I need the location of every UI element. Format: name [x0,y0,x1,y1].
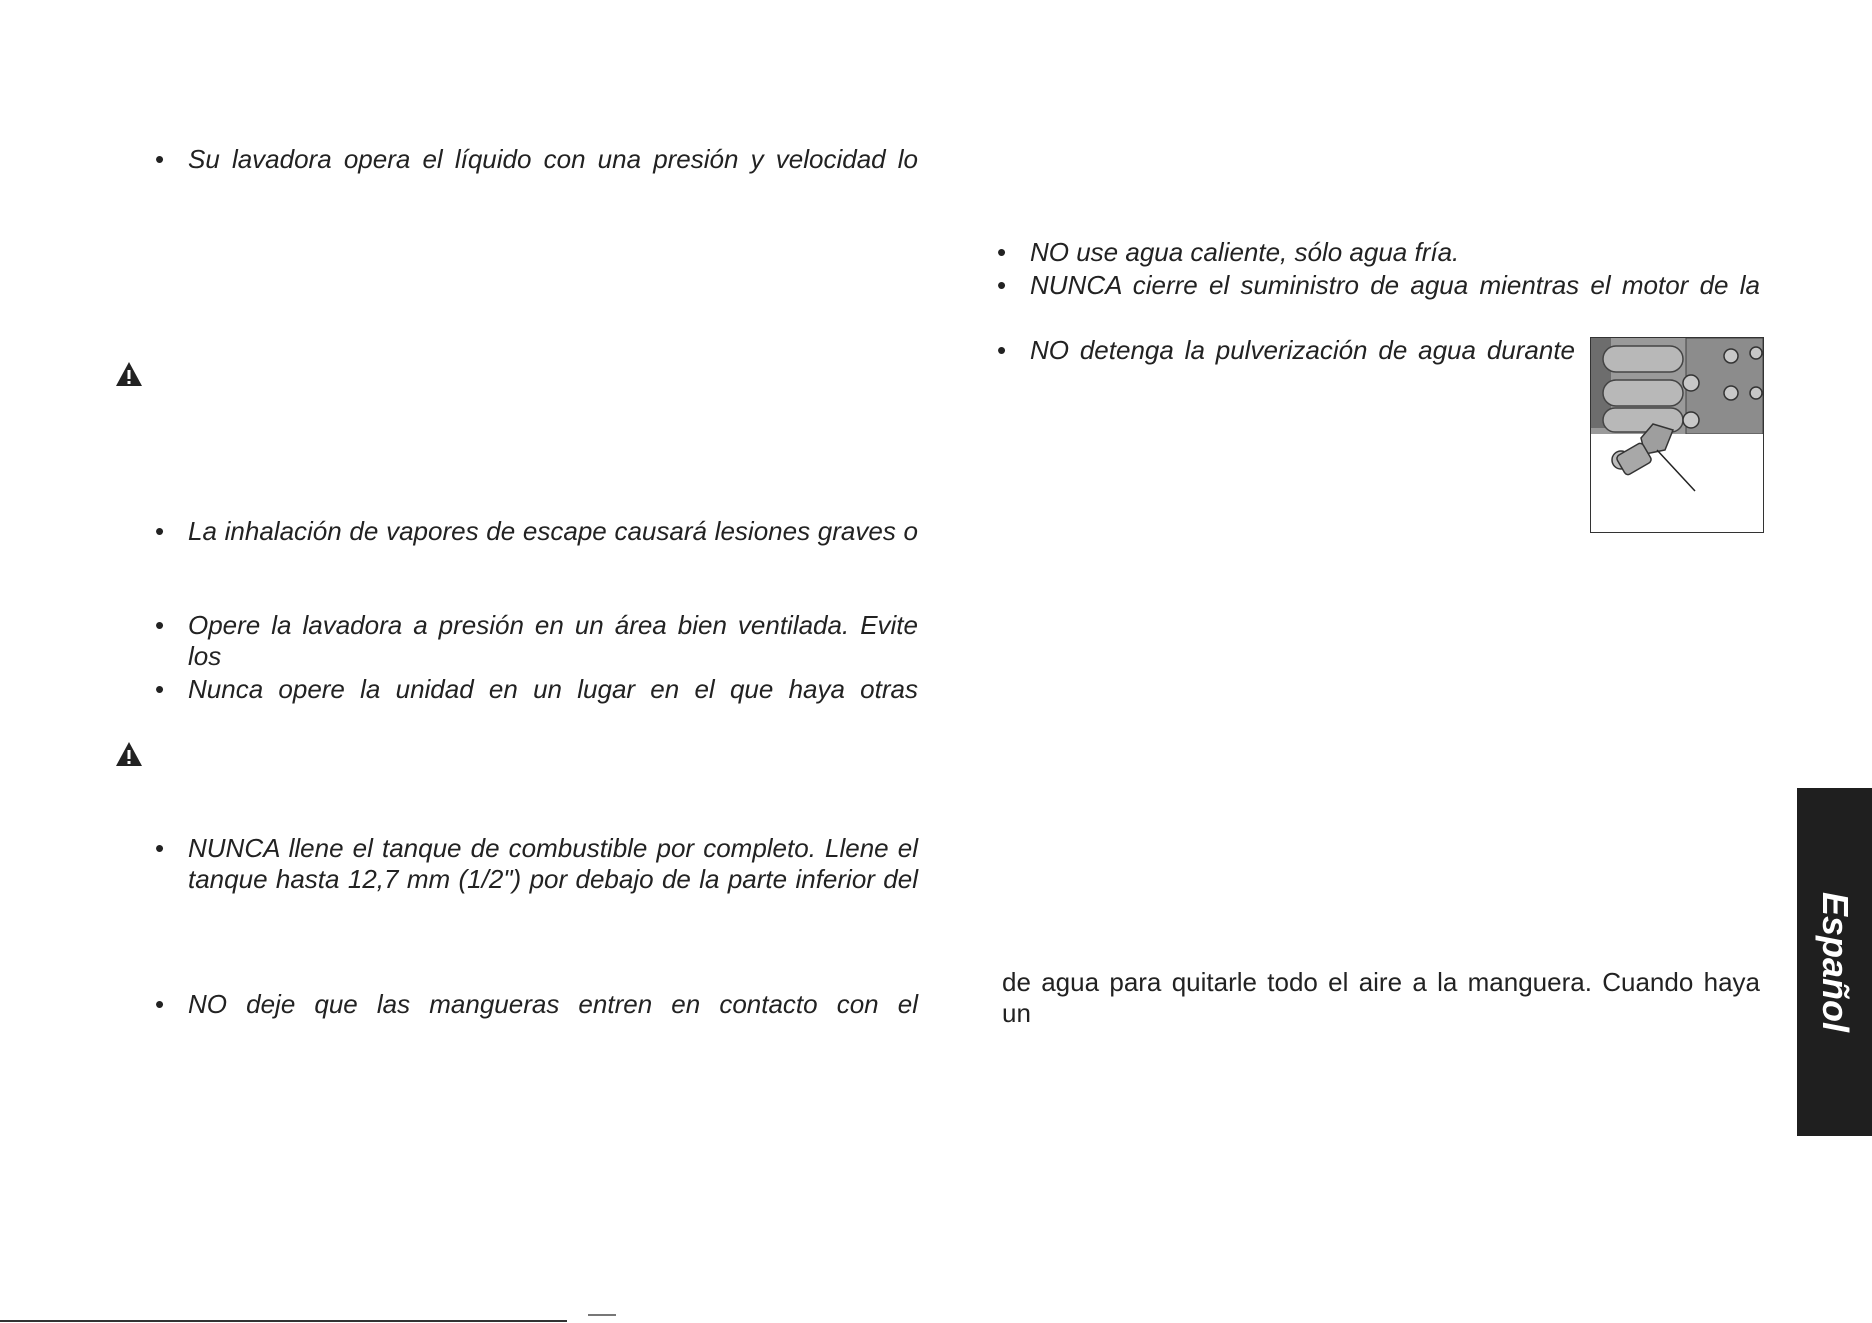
bullet: • [155,516,165,546]
pump-fitting-drawing [1591,338,1763,532]
bullet: • [155,989,165,1019]
bullet: • [155,674,165,704]
language-tab-label: Español [1814,891,1856,1033]
footer-mark [588,1314,616,1318]
bullet: • [997,270,1007,300]
bullet-text: Su lavadora opera el líquido con una presión y velocidad lo [188,144,918,174]
bullet-text-continuation: tanque hasta 12,7 mm (1/2") por debajo de la parte inferior del [188,864,918,894]
bullet-text: NUNCA cierre el suministro de agua mientras el motor de la [1030,270,1760,300]
bullet-text: NO deje que las mangueras entren en contacto con el [188,989,918,1019]
language-tab [1797,788,1872,1136]
bullet-text: La inhalación de vapores de escape causará lesiones graves o [188,516,918,546]
pump-fitting-illustration [1590,337,1764,533]
footer-rule [0,1320,567,1322]
warning-triangle-icon [115,741,143,767]
bullet-text: NO use agua caliente, sólo agua fría. [1030,237,1460,267]
bullet: • [155,610,165,640]
warning-triangle-icon [115,361,143,387]
bullet-text: NO detenga la pulverización de agua durante [1030,335,1575,365]
bullet: • [155,833,165,863]
paragraph-text: de agua para quitarle todo el aire a la manguera. Cuando haya un [1002,967,1760,1028]
bullet-text: Nunca opere la unidad en un lugar en el que haya otras [188,674,918,704]
bullet-text: Opere la lavadora a presión en un área bien ventilada. Evite los [188,610,918,671]
bullet: • [997,237,1007,267]
bullet: • [997,335,1007,365]
bullet-text: NUNCA llene el tanque de combustible por completo. Llene el [188,833,918,863]
bullet: • [155,144,165,174]
